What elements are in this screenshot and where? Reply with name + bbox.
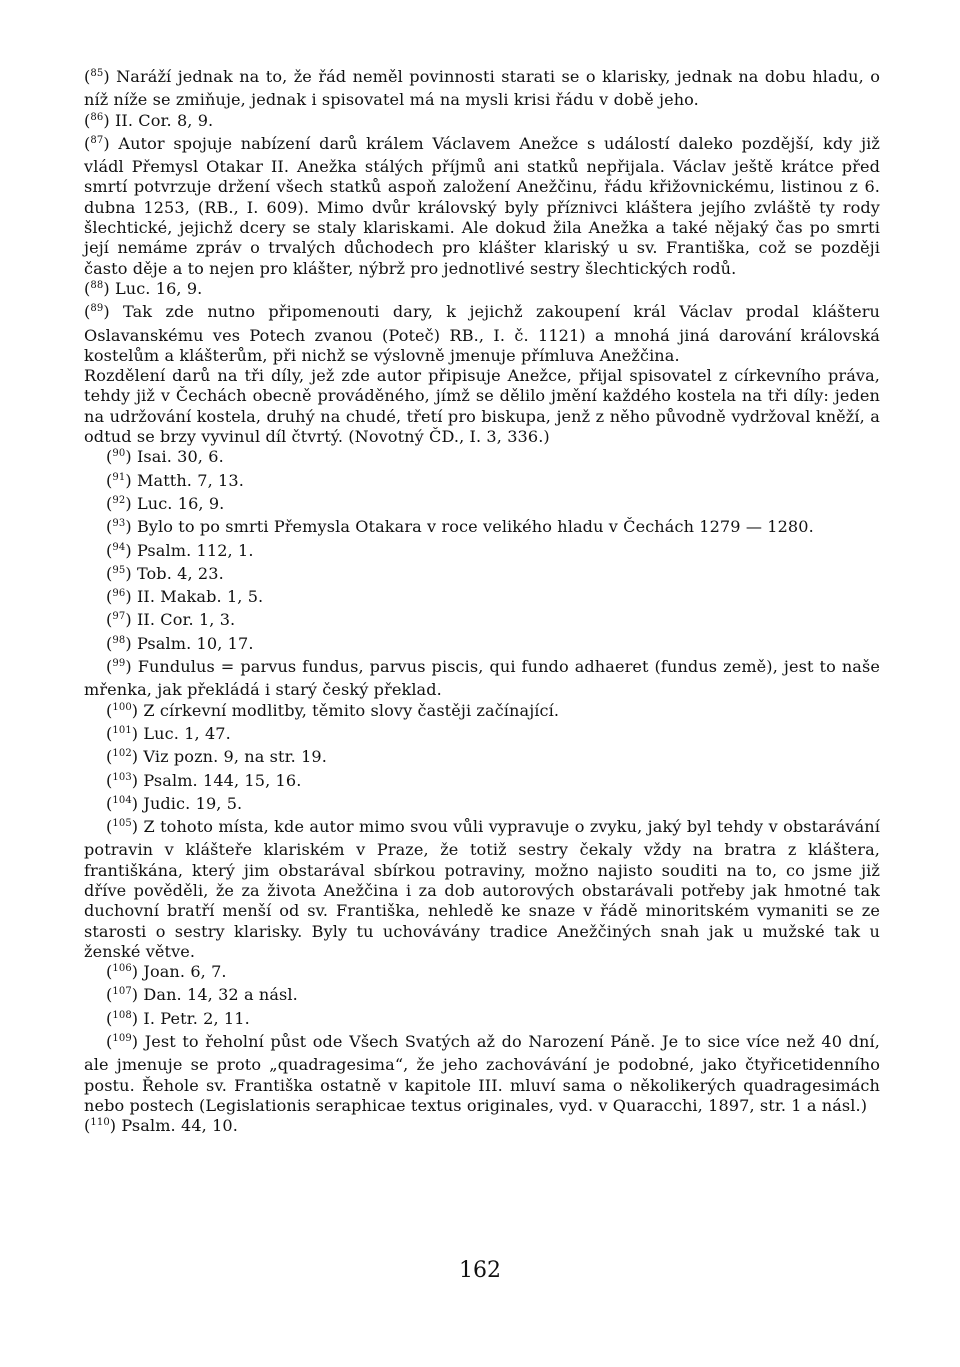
footnote-text: Tob. 4, 23.: [136, 563, 224, 583]
footnote-93: ($^{93}$) Bylo to po smrti Přemysla Otakara v roce velikého hladu v Čechách 1279 — 1280.: [106, 517, 814, 537]
footnote-number: 110: [90, 1117, 110, 1129]
footnote-text: Psalm. 144, 15, 16.: [143, 770, 302, 790]
footnote-95: ($^{95}$) Tob. 4, 23.: [106, 563, 224, 583]
footnote-105: ($^{105}$) Z tohoto místa, kde autor mimo svou vůli vypravuje o zvyku, jaký byl tehdy v obstarávání potravin v klášteře klariském v Praze, že totiž sestry čekaly vždy na bratra z kláštera, františkána, který jim obstarával sbírkou potraviny, možno najisto souditi na to, co jsme již dříve pověděli, že za života Anežčina i za dob autorových obstarávali potřeby jak hmotné tak duchovní bratří menší od sv. Františka, nehledě ke snaze v řádě minoritském vymaniti se ze starosti o sestry klarisky. Byly tu uchovávány tradice Anežčiných snah jak u mužské tak u ženské větve.: [84, 817, 880, 961]
footnote-91: ($^{91}$) Matth. 7, 13.: [106, 470, 244, 490]
footnote-text: Z tohoto místa, kde autor mimo svou vůli vypravuje o zvyku, jaký byl tehdy v obstarávání potravin v klášteře klariském v Praze, že totiž sestry čekaly vždy na bratra z kláštera, františkána, který jim obstarával sbírkou potraviny, možno najisto souditi na to, co jsme již dříve pověděli, že za života Anežčina i za dob autorových obstarávali potřeby jak hmotné tak duchovní bratří menší od sv. Františka, nehledě ke snaze v řádě minoritském vymaniti se ze starosti o sestry klarisky. Byly tu uchovávány tradice Anežčiných snah jak u mužské tak u ženské větve.: [84, 817, 880, 961]
footnote-text: Luc. 16, 9.: [136, 493, 225, 513]
footnote-number: 95: [112, 564, 126, 576]
footnote-text: Fundulus = parvus fundus, parvus piscis, qui fundo adhaeret (fundus země), jest to naše mřenka, jak překládá i starý český překlad.: [84, 657, 880, 700]
footnote-number: 93: [112, 518, 126, 530]
footnote-92: ($^{92}$) Luc. 16, 9.: [106, 493, 225, 513]
footnote-number: 101: [112, 724, 132, 736]
footnote-text: Psalm. 112, 1.: [136, 540, 254, 560]
footnote-number: 97: [112, 611, 126, 623]
footnote-text: II. Cor. 8, 9.: [114, 110, 214, 130]
footnote-85: ($^{85}$) Naráží jednak na to, že řád neměl povinnosti starati se o klarisky, jednak na dobu hladu, o níž níže se zmiňuje, jednak i spisovatel má na mysli krisi řádu v době jeho.: [84, 67, 880, 110]
footnote-number: 99: [112, 658, 126, 670]
footnote-109: ($^{109}$) Jest to řeholní půst ode Všech Svatých až do Narození Páně. Je to sice více než 40 dní, ale jmenuje se proto „quadragesima“, že jeho zachovávání je podobné, jako čtyřicetidenního postu. Řehole sv. Františka ostatně v kapitole III. mluví sama o několikerých quadragesimách nebo postech (Legislationis seraphicae textus originales, vyd. v Quaracchi, 1897, str. 1 a násl.): [84, 1032, 880, 1115]
footnote-text: Z církevní modlitby, těmito slovy častěji začínající.: [143, 700, 560, 720]
footnote-number: 96: [112, 588, 126, 600]
footnote-text: II. Makab. 1, 5.: [136, 587, 264, 607]
footnote-text: Joan. 6, 7.: [143, 962, 227, 982]
page-number: 162: [459, 1258, 501, 1283]
footnote-number: 109: [112, 1033, 132, 1045]
footnote-text: II. Cor. 1, 3.: [136, 610, 236, 630]
footnote-number: 86: [90, 111, 104, 123]
footnote-number: 90: [112, 448, 126, 460]
footnote-text: Bylo to po smrti Přemysla Otakara v roce velikého hladu v Čechách 1279 — 1280.: [136, 517, 814, 537]
footnote-text: Naráží jednak na to, že řád neměl povinnosti starati se o klarisky, jednak na dobu hladu, o níž níže se zmiňuje, jednak i spisovatel má na mysli krisi řádu v době jeho.: [84, 67, 880, 110]
footnote-86: ($^{86}$) II. Cor. 8, 9.: [84, 110, 214, 130]
footnote-87: ($^{87}$) Autor spojuje nabízení darů králem Václavem Anežce s událostí daleko pozdější, kdy již vládl Přemysl Otakar II. Anežka stálých příjmů ani statků nepřijala. Václav ještě krátce před smrtí potvrzuje držení všech statků aspoň založení Anežčinu, řádu křižovnickému, listinou z 6. dubna 1253, (RB., I. 609). Mimo dvůr královský byly příznivci kláštera jejího zvláště ty rody šlechtické, jejichž dcery se staly klariskami. Ale dokud žila Anežka a také nějaký čas po smrti její nemáme zpráv o trvalých důchodech pro klášter klariský u sv. Františka, což se později často děje a to nejen pro klášter, nýbrž pro jednotlivé sestry šlechtických rodů.: [84, 133, 880, 278]
footnote-number: 85: [90, 68, 104, 79]
footnote-107: ($^{107}$) Dan. 14, 32 a násl.: [106, 985, 298, 1005]
footnote-number: 107: [112, 986, 132, 998]
footnote-94: ($^{94}$) Psalm. 112, 1.: [106, 540, 254, 560]
footnote-number: 100: [112, 701, 132, 713]
footnote-text: Psalm. 10, 17.: [136, 633, 254, 653]
footnote-number: 91: [112, 471, 126, 483]
footnote-text: I. Petr. 2, 11.: [143, 1008, 250, 1028]
footnote-number: 106: [112, 963, 132, 975]
footnote-99: ($^{99}$) Fundulus = parvus fundus, parvus piscis, qui fundo adhaeret (fundus země), jest to naše mřenka, jak překládá i starý český překlad.: [84, 657, 880, 700]
footnote-text: Matth. 7, 13.: [136, 470, 244, 490]
footnote-number: 88: [90, 279, 104, 291]
footnote-number: 104: [112, 794, 132, 806]
footnote-text: Isai. 30, 6.: [136, 447, 224, 467]
footnote-108: ($^{108}$) I. Petr. 2, 11.: [106, 1008, 250, 1028]
footnote-number: 98: [112, 634, 126, 646]
body-paragraph: Rozdělení darů na tři díly, jež zde autor připisuje Anežce, přijal spisovatel z církevního práva, tehdy již v Čechách obecně prováděného, jímž se dělilo jmění každého kostela na tři díly: jeden na udržování kostela, druhý na chudé, třetí pro biskupa, jenž z něho původně vydržoval kněží, a odtud se brzy vyvinul díl čtvrtý. (Novotný ČD., I. 3, 336.): [84, 366, 880, 447]
footnote-104: ($^{104}$) Judic. 19, 5.: [106, 793, 243, 813]
footnote-number: 92: [112, 494, 126, 506]
footnote-text: Judic. 19, 5.: [143, 793, 243, 813]
footnote-96: ($^{96}$) II. Makab. 1, 5.: [106, 587, 264, 607]
footnote-text: Tak zde nutno připomenouti dary, k jejichž zakoupení král Václav prodal klášteru Oslavanskému ves Potech zvanou (Poteč) RB., I. č. 1121) a mnohá jiná darování královská kostelům a klášterům, při nichž se výslovně jmenuje přímluva Anežčina.: [84, 302, 880, 365]
footnote-number: 105: [112, 818, 132, 830]
footnote-text: Psalm. 44, 10.: [121, 1116, 238, 1136]
footnote-text: Luc. 16, 9.: [114, 278, 203, 298]
footnote-110: ($^{110}$) Psalm. 44, 10.: [84, 1116, 238, 1136]
footnote-number: 87: [90, 134, 104, 146]
footnote-text: Autor spojuje nabízení darů králem Václavem Anežce s událostí daleko pozdější, kdy již vládl Přemysl Otakar II. Anežka stálých příjmů ani statků nepřijala. Václav ještě krátce před smrtí potvrzuje držení všech statků aspoň založení Anežčinu, řádu křižovnickému, listinou z 6. dubna 1253, (RB., I. 609). Mimo dvůr královský byly příznivci kláštera jejího zvláště ty rody šlechtické, jejichž dcery se staly klariskami. Ale dokud žila Anežka a také nějaký čas po smrti její nemáme zpráv o trvalých důchodech pro klášter klariský u sv. Františka, což se později často děje a to nejen pro klášter, nýbrž pro jednotlivé sestry šlechtických rodů.: [84, 133, 880, 278]
footnote-90: ($^{90}$) Isai. 30, 6.: [106, 447, 224, 467]
footnote-number: 103: [112, 771, 132, 783]
footnote-88: ($^{88}$) Luc. 16, 9.: [84, 278, 203, 298]
footnote-text: Jest to řeholní půst ode Všech Svatých až do Narození Páně. Je to sice více než 40 dní, ale jmenuje se proto „quadragesima“, že jeho zachovávání je podobné, jako čtyřicetidenního postu. Řehole sv. Františka ostatně v kapitole III. mluví sama o několikerých quadragesimách nebo postech (Legislationis seraphicae textus originales, vyd. v Quaracchi, 1897, str. 1 a násl.): [84, 1032, 880, 1115]
footnote-text: Luc. 1, 47.: [143, 723, 231, 743]
footnote-89: ($^{89}$) Tak zde nutno připomenouti dary, k jejichž zakoupení král Václav prodal klášteru Oslavanskému ves Potech zvanou (Poteč) RB., I. č. 1121) a mnohá jiná darování královská kostelům a klášterům, při nichž se výslovně jmenuje přímluva Anežčina.: [84, 302, 880, 365]
footnotes-block: [84, 67, 880, 1140]
footnote-101: ($^{101}$) Luc. 1, 47.: [106, 723, 231, 743]
footnote-number: 89: [90, 303, 104, 315]
footnote-text: Viz pozn. 9, na str. 19.: [143, 747, 327, 767]
footnote-106: ($^{106}$) Joan. 6, 7.: [106, 962, 227, 982]
footnote-number: 94: [112, 541, 126, 553]
footnote-number: 108: [112, 1009, 132, 1021]
footnote-number: 102: [112, 748, 132, 760]
footnote-100: ($^{100}$) Z církevní modlitby, těmito slovy častěji začínající.: [106, 700, 560, 720]
footnote-98: ($^{98}$) Psalm. 10, 17.: [106, 633, 254, 653]
footnote-103: ($^{103}$) Psalm. 144, 15, 16.: [106, 770, 302, 790]
footnote-102: ($^{102}$) Viz pozn. 9, na str. 19.: [106, 747, 327, 767]
footnote-text: Dan. 14, 32 a násl.: [143, 985, 298, 1005]
footnote-97: ($^{97}$) II. Cor. 1, 3.: [106, 610, 236, 630]
